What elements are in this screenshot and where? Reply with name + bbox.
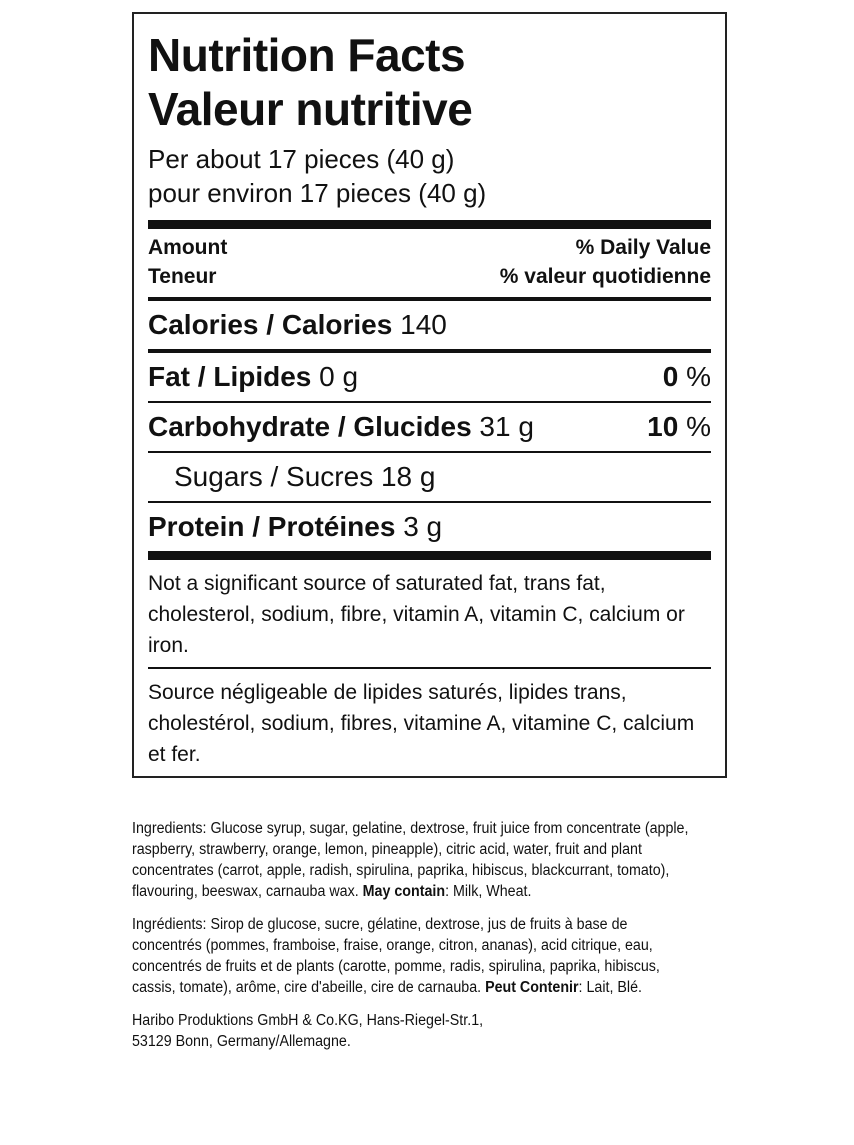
peut-contenir-label: Peut Contenir xyxy=(485,979,579,996)
title-english: Nutrition Facts xyxy=(148,29,466,81)
serving-size-english: Per about 17 pieces (40 g) xyxy=(148,144,455,174)
title-french: Valeur nutritive xyxy=(148,83,473,135)
ingredients-french xyxy=(132,914,689,998)
protein-label: Protein / Protéines xyxy=(148,511,396,542)
valeur-quotidienne-label: % valeur quotidienne xyxy=(499,265,711,288)
fat-label: Fat / Lipides xyxy=(148,361,312,392)
address-line-2: 53129 Bonn, Germany/Allemagne. xyxy=(132,1033,351,1050)
calories-label: Calories / Calories xyxy=(148,309,393,340)
teneur-label: Teneur xyxy=(148,265,217,288)
fat-row xyxy=(148,353,711,401)
sugars-label: Sugars / Sucres xyxy=(174,461,374,492)
fat-pct-sign: % xyxy=(686,361,711,392)
nutrition-facts-panel xyxy=(132,12,727,778)
ingredients-section xyxy=(132,818,689,1064)
may-contain-allergens: : Milk, Wheat. xyxy=(445,883,532,900)
protein-amount: 3 g xyxy=(403,511,443,542)
ingredients-english-text: Ingredients: Glucose syrup, sugar, gelatine, dextrose, fruit juice from concentrate (apple, raspberry, strawberry, orange, lemon, pineapple), citric acid, water, fruit and plant concentrates (carrot, apple, radish, spirulina, paprika, hibiscus, blackcurrant, tomato), flavouring, beeswax, carnauba wax. xyxy=(132,820,689,900)
divider-thick xyxy=(148,220,711,229)
divider-thick xyxy=(148,551,711,560)
daily-value-label: % Daily Value xyxy=(575,236,711,259)
sugars-row xyxy=(148,453,711,501)
carbohydrate-pct-sign: % xyxy=(686,411,711,442)
fat-amount: 0 g xyxy=(319,361,359,392)
carbohydrate-dv: 10 xyxy=(647,411,679,442)
fat-dv: 0 xyxy=(662,361,679,392)
sugars-amount: 18 g xyxy=(380,461,436,492)
serving-size-french: pour environ 17 pieces (40 g) xyxy=(148,178,487,208)
carbohydrate-row xyxy=(148,403,711,451)
column-header-french xyxy=(148,262,711,291)
address-line-1: Haribo Produktions GmbH & Co.KG, Hans-Riegel-Str.1, xyxy=(132,1012,484,1029)
note-english: Not a significant source of saturated fat, trans fat, cholesterol, sodium, fibre, vitamin A, vitamin C, calcium or iron. xyxy=(148,572,685,657)
may-contain-label: May contain xyxy=(362,883,446,900)
amount-label: Amount xyxy=(148,236,228,259)
manufacturer-address xyxy=(132,1010,689,1052)
carbohydrate-amount: 31 g xyxy=(479,411,534,442)
ingredients-french-text: Ingrédients: Sirop de glucose, sucre, gélatine, dextrose, jus de fruits à base de concentrés (pommes, framboise, fraise, orange, citron, ananas), acid citrique, eau, concentrés de fruits et de plants (carotte, pomme, radis, spirulina, paprika, hibiscus, cassis, tomate), arôme, cire d'abeille, cire de carnauba. xyxy=(132,916,660,996)
protein-row xyxy=(148,503,711,551)
peut-contenir-allergens: : Lait, Blé. xyxy=(578,979,642,996)
column-header-english xyxy=(148,233,711,262)
ingredients-english xyxy=(132,818,689,902)
carbohydrate-label: Carbohydrate / Glucides xyxy=(148,411,472,442)
note-french: Source négligeable de lipides saturés, lipides trans, cholestérol, sodium, fibres, vitamine A, vitamine C, calcium et fer. xyxy=(148,681,695,766)
calories-row xyxy=(148,301,711,349)
calories-amount: 140 xyxy=(400,309,447,340)
